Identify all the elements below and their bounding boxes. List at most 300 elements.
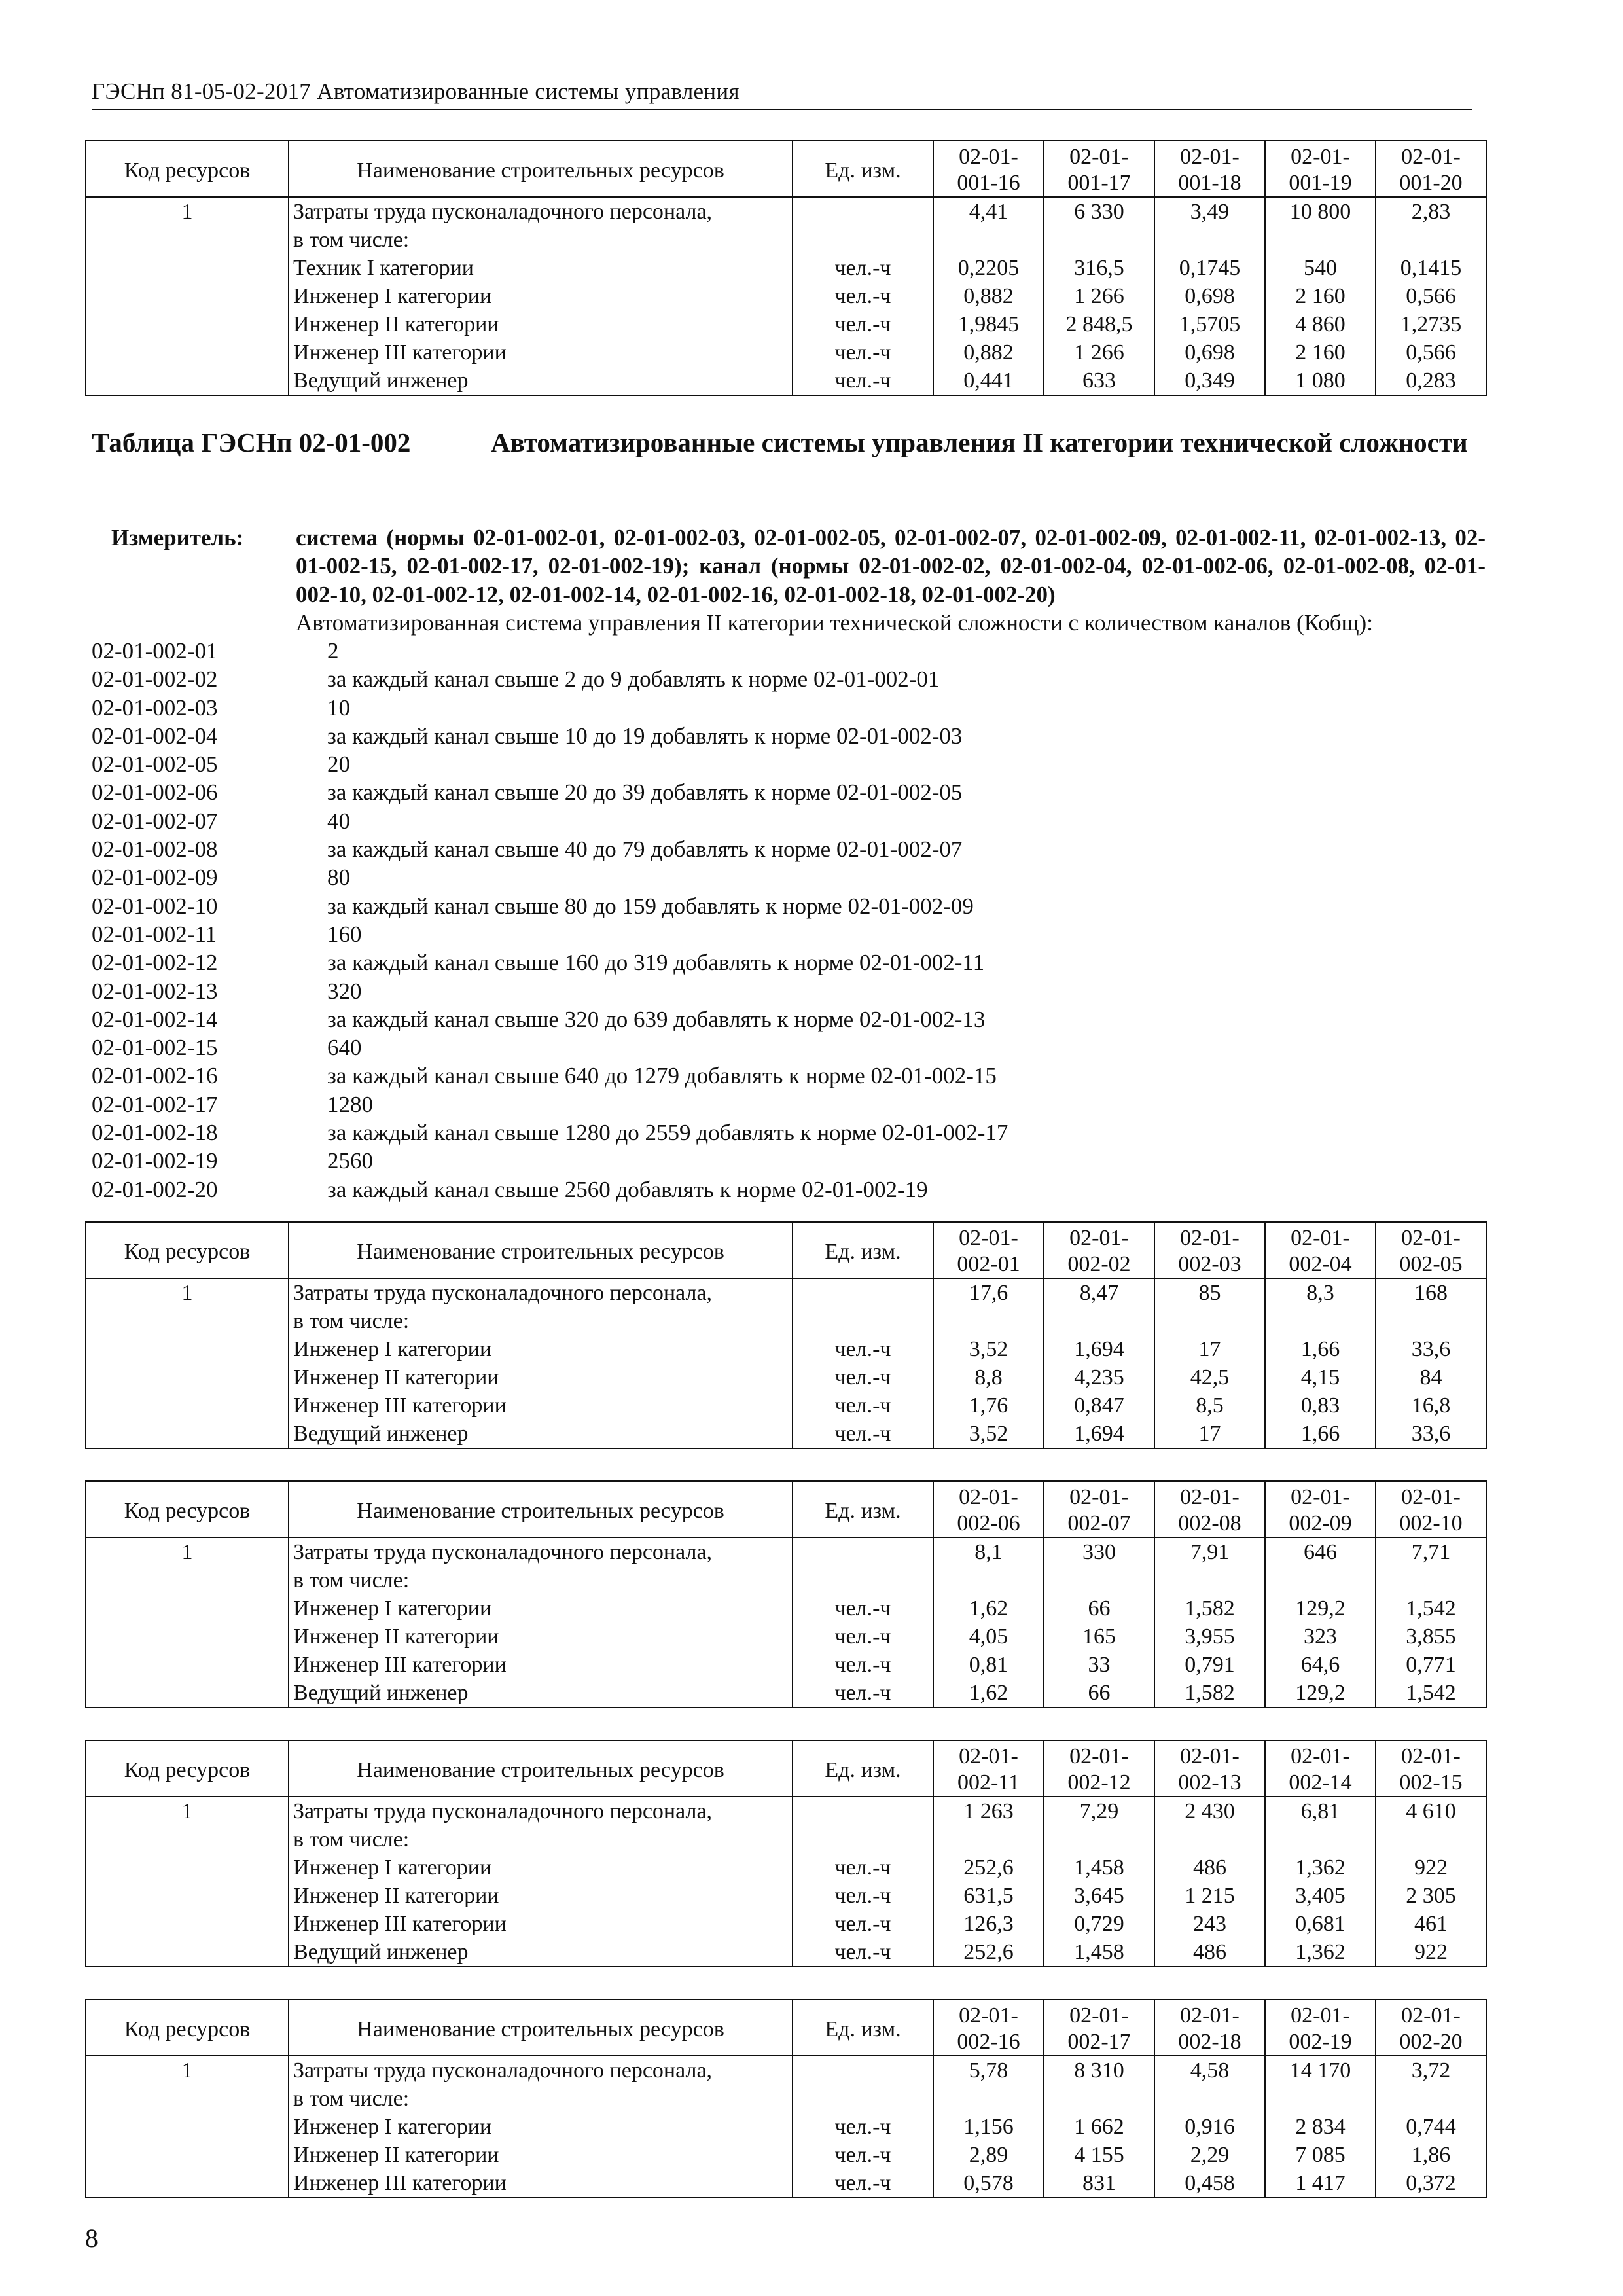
norm-list-item [92, 1175, 1486, 1204]
norm-list-item [92, 892, 1486, 920]
name-header: Наименование строительных ресурсов [289, 1222, 793, 1278]
value-cell: 3,405 [1265, 1882, 1376, 1910]
value-cell: 1,542 [1376, 1594, 1486, 1623]
norm-code: 02-01-002-04 [92, 723, 218, 749]
norm-header: 02-01- 002-15 [1376, 1740, 1486, 1797]
unit-cell: чел.-ч [793, 310, 933, 338]
value-cell: 1 662 [1044, 2113, 1154, 2141]
value-cell: 1 263 [933, 1797, 1044, 1825]
resource-code-cell [86, 254, 289, 282]
value-cell: 4 155 [1044, 2141, 1154, 2169]
unit-header: Ед. изм. [793, 2000, 933, 2056]
value-cell: 0,698 [1154, 338, 1265, 367]
value-cell: 0,372 [1376, 2169, 1486, 2198]
value-cell: 1,362 [1265, 1938, 1376, 1967]
resource-name-cell: Инженер I категории [289, 1335, 793, 1363]
value-cell: 33 [1044, 1651, 1154, 1679]
norm-code: 02-01-002-12 [92, 950, 218, 976]
value-cell: 165 [1044, 1623, 1154, 1651]
value-cell [1376, 2085, 1486, 2113]
norm-header: 02-01- 002-02 [1044, 1222, 1154, 1278]
unit-header: Ед. изм. [793, 1222, 933, 1278]
resource-code-cell [86, 2085, 289, 2113]
norm-description: 80 [327, 865, 350, 891]
value-cell: 252,6 [933, 1854, 1044, 1882]
table-row [86, 226, 1486, 254]
value-cell: 0,1415 [1376, 254, 1486, 282]
resource-table [85, 1221, 1487, 1449]
resource-name-cell: Затраты труда пусконаладочного персонала, [289, 1797, 793, 1825]
table-row [86, 1335, 1486, 1363]
value-cell: 6 330 [1044, 197, 1154, 226]
value-cell: 16,8 [1376, 1391, 1486, 1420]
value-cell: 1,542 [1376, 1679, 1486, 1708]
unit-cell: чел.-ч [793, 1679, 933, 1708]
table-row [86, 1566, 1486, 1594]
table-title-text: Автоматизированные системы управления II категории технической сложности [491, 427, 1468, 457]
value-cell [1044, 1825, 1154, 1854]
norm-description: за каждый канал свыше 640 до 1279 добавлять к норме 02-01-002-15 [327, 1063, 997, 1089]
table-row [86, 282, 1486, 310]
resource-name-cell: в том числе: [289, 226, 793, 254]
value-cell: 0,882 [933, 282, 1044, 310]
value-cell: 0,349 [1154, 367, 1265, 395]
norm-description: 20 [327, 751, 350, 778]
resource-name-cell: Затраты труда пусконаладочного персонала, [289, 197, 793, 226]
norm-header: 02-01- 002-16 [933, 2000, 1044, 2056]
code-header: Код ресурсов [86, 1740, 289, 1797]
value-cell: 2 848,5 [1044, 310, 1154, 338]
resource-table [85, 1999, 1487, 2198]
resource-code-cell [86, 282, 289, 310]
value-cell: 1 417 [1265, 2169, 1376, 2198]
norm-code: 02-01-002-10 [92, 893, 218, 919]
norm-header: 02-01- 002-12 [1044, 1740, 1154, 1797]
resource-table [85, 1480, 1487, 1708]
code-header: Код ресурсов [86, 1222, 289, 1278]
table-row [86, 2056, 1486, 2085]
resource-code-cell [86, 2169, 289, 2198]
norm-header: 02-01- 002-05 [1376, 1222, 1486, 1278]
unit-cell: чел.-ч [793, 2113, 933, 2141]
value-cell: 646 [1265, 1537, 1376, 1566]
value-cell: 1,62 [933, 1679, 1044, 1708]
table-row [86, 1797, 1486, 1825]
norm-header: 02-01- 002-09 [1265, 1481, 1376, 1537]
resource-code-cell [86, 1307, 289, 1335]
norm-description: за каждый канал свыше 320 до 639 добавлять к норме 02-01-002-13 [327, 1006, 986, 1032]
resource-table [85, 1740, 1487, 1967]
value-cell [1265, 2085, 1376, 2113]
unit-cell [793, 197, 933, 226]
value-cell: 540 [1265, 254, 1376, 282]
value-cell: 4,235 [1044, 1363, 1154, 1391]
value-cell: 2 160 [1265, 282, 1376, 310]
norm-code: 02-01-002-08 [92, 836, 218, 863]
meter-description: Автоматизированная система управления II категории технической сложности с количеством каналов (Кобщ): [296, 610, 1373, 636]
value-cell: 4,58 [1154, 2056, 1265, 2085]
unit-cell [793, 1307, 933, 1335]
value-cell: 631,5 [933, 1882, 1044, 1910]
value-cell: 0,916 [1154, 2113, 1265, 2141]
norm-description: 320 [327, 978, 362, 1004]
norm-code: 02-01-002-13 [92, 978, 218, 1004]
page-number: 8 [85, 2223, 98, 2253]
value-cell: 8,8 [933, 1363, 1044, 1391]
resource-code-cell [86, 1420, 289, 1448]
resource-name-cell: в том числе: [289, 1566, 793, 1594]
value-cell: 243 [1154, 1910, 1265, 1938]
norm-code: 02-01-002-17 [92, 1091, 218, 1117]
norm-code: 02-01-002-14 [92, 1006, 218, 1032]
value-cell: 1,2735 [1376, 310, 1486, 338]
value-cell: 129,2 [1265, 1594, 1376, 1623]
table-row [86, 1623, 1486, 1651]
value-cell [1154, 226, 1265, 254]
value-cell: 8,47 [1044, 1278, 1154, 1307]
resource-code-cell [86, 1623, 289, 1651]
value-cell: 4,41 [933, 197, 1044, 226]
value-cell: 1,582 [1154, 1594, 1265, 1623]
resource-name-cell: Инженер III категории [289, 1651, 793, 1679]
norm-description: 640 [327, 1035, 362, 1061]
resource-name-cell: Ведущий инженер [289, 1679, 793, 1708]
table-row [86, 2113, 1486, 2141]
value-cell: 3,52 [933, 1420, 1044, 1448]
value-cell: 1,694 [1044, 1335, 1154, 1363]
value-cell: 0,882 [933, 338, 1044, 367]
value-cell: 2 834 [1265, 2113, 1376, 2141]
value-cell: 3,52 [933, 1335, 1044, 1363]
value-cell: 1,62 [933, 1594, 1044, 1623]
norm-list [92, 637, 1486, 1204]
norm-header: 02-01- 002-19 [1265, 2000, 1376, 2056]
meter-label: Измеритель: [111, 525, 244, 550]
resource-code-cell: 1 [86, 1278, 289, 1307]
value-cell [1044, 1566, 1154, 1594]
resource-name-cell: Инженер II категории [289, 310, 793, 338]
unit-cell [793, 1537, 933, 1566]
value-cell [1265, 1825, 1376, 1854]
code-header: Код ресурсов [86, 2000, 289, 2056]
unit-header: Ед. изм. [793, 141, 933, 197]
table-row [86, 1537, 1486, 1566]
value-cell: 17,6 [933, 1278, 1044, 1307]
value-cell: 8 310 [1044, 2056, 1154, 2085]
unit-cell [793, 1278, 933, 1307]
norm-description: за каждый канал свыше 20 до 39 добавлять к норме 02-01-002-05 [327, 780, 963, 806]
unit-cell [793, 2056, 933, 2085]
value-cell [1044, 2085, 1154, 2113]
table-row [86, 367, 1486, 395]
resource-name-cell: Затраты труда пусконаладочного персонала, [289, 1537, 793, 1566]
table-row [86, 1679, 1486, 1708]
value-cell [1154, 2085, 1265, 2113]
norm-code: 02-01-002-03 [92, 694, 218, 721]
value-cell [1265, 226, 1376, 254]
resource-code-cell [86, 1825, 289, 1854]
resource-code-cell [86, 226, 289, 254]
table-row [86, 2085, 1486, 2113]
resource-name-cell: Инженер II категории [289, 2141, 793, 2169]
value-cell: 0,698 [1154, 282, 1265, 310]
value-cell: 486 [1154, 1854, 1265, 1882]
norm-code: 02-01-002-18 [92, 1120, 218, 1146]
norm-header: 02-01- 002-03 [1154, 1222, 1265, 1278]
value-cell: 126,3 [933, 1910, 1044, 1938]
value-cell: 0,81 [933, 1651, 1044, 1679]
value-cell: 14 170 [1265, 2056, 1376, 2085]
value-cell: 1,582 [1154, 1679, 1265, 1708]
unit-cell: чел.-ч [793, 2141, 933, 2169]
norm-header: 02-01- 002-10 [1376, 1481, 1486, 1537]
table-row [86, 1278, 1486, 1307]
norm-description: за каждый канал свыше 40 до 79 добавлять к норме 02-01-002-07 [327, 836, 963, 863]
norm-header: 02-01- 002-06 [933, 1481, 1044, 1537]
table-row [86, 2169, 1486, 2198]
value-cell [1154, 1825, 1265, 1854]
resource-code-cell [86, 1882, 289, 1910]
value-cell: 7 085 [1265, 2141, 1376, 2169]
resource-code-cell [86, 1679, 289, 1708]
value-cell: 0,566 [1376, 338, 1486, 367]
code-header: Код ресурсов [86, 141, 289, 197]
resource-name-cell: Инженер II категории [289, 1623, 793, 1651]
value-cell: 4 610 [1376, 1797, 1486, 1825]
norm-code: 02-01-002-20 [92, 1176, 218, 1202]
unit-cell: чел.-ч [793, 1651, 933, 1679]
norm-description: 160 [327, 921, 362, 947]
value-cell: 7,29 [1044, 1797, 1154, 1825]
value-cell [1376, 226, 1486, 254]
norm-list-item [92, 920, 1486, 948]
unit-cell: чел.-ч [793, 254, 933, 282]
value-cell: 0,578 [933, 2169, 1044, 2198]
norm-header: 02-01- 002-04 [1265, 1222, 1376, 1278]
unit-cell: чел.-ч [793, 1938, 933, 1967]
norm-list-item [92, 1062, 1486, 1090]
resource-code-cell [86, 2113, 289, 2141]
norm-header: 02-01- 002-20 [1376, 2000, 1486, 2056]
table-row [86, 254, 1486, 282]
value-cell: 6,81 [1265, 1797, 1376, 1825]
value-cell: 1,458 [1044, 1854, 1154, 1882]
resource-code-cell [86, 310, 289, 338]
norm-description: за каждый канал свыше 1280 до 2559 добавлять к норме 02-01-002-17 [327, 1120, 1008, 1146]
value-cell: 2 160 [1265, 338, 1376, 367]
value-cell: 1,362 [1265, 1854, 1376, 1882]
norm-list-item [92, 948, 1486, 977]
value-cell: 0,791 [1154, 1651, 1265, 1679]
meter-text: система (нормы 02-01-002-01, 02-01-002-03, 02-01-002-05, 02-01-002-07, 02-01-002-09, 02-01-002-11, 02-01-002-13, 02-01-002-15, 02-01-002-17, 02-01-002-19); канал (нормы 02-01-002-02, 02-01-002-04, 02-01-002-06, 02-01-002-08, 02-01-002-10, 02-01-002-12, 02-01-002-14, 02-01-002-16, 02-01-002-18, 02-01-002-20) [296, 525, 1486, 607]
value-cell [1265, 1566, 1376, 1594]
value-cell [1044, 226, 1154, 254]
table-row [86, 1882, 1486, 1910]
value-cell: 85 [1154, 1278, 1265, 1307]
norm-list-item [92, 1119, 1486, 1147]
value-cell: 33,6 [1376, 1335, 1486, 1363]
norm-description: 10 [327, 694, 350, 721]
value-cell: 8,5 [1154, 1391, 1265, 1420]
value-cell: 0,681 [1265, 1910, 1376, 1938]
norm-header: 02-01- 002-17 [1044, 2000, 1154, 2056]
value-cell: 1,66 [1265, 1420, 1376, 1448]
value-cell: 1 080 [1265, 367, 1376, 395]
unit-cell [793, 1566, 933, 1594]
unit-cell: чел.-ч [793, 367, 933, 395]
unit-cell: чел.-ч [793, 2169, 933, 2198]
norm-list-item [92, 835, 1486, 863]
table-row [86, 1825, 1486, 1854]
resource-code-cell [86, 1335, 289, 1363]
table-header-row [86, 1222, 1486, 1278]
norm-description: 40 [327, 808, 350, 834]
resource-name-cell: Инженер III категории [289, 1910, 793, 1938]
resource-name-cell: Инженер I категории [289, 1854, 793, 1882]
norm-header: 02-01- 002-11 [933, 1740, 1044, 1797]
resource-name-cell: Ведущий инженер [289, 1938, 793, 1967]
unit-cell: чел.-ч [793, 1854, 933, 1882]
norm-header: 02-01- 001-18 [1154, 141, 1265, 197]
norm-header: 02-01- 001-20 [1376, 141, 1486, 197]
norm-list-item [92, 863, 1486, 891]
norm-list-item [92, 977, 1486, 1005]
norm-header: 02-01- 002-08 [1154, 1481, 1265, 1537]
unit-header: Ед. изм. [793, 1481, 933, 1537]
norm-header: 02-01- 001-16 [933, 141, 1044, 197]
norm-description: за каждый канал свыше 160 до 319 добавлять к норме 02-01-002-11 [327, 950, 985, 976]
table-header-row [86, 1481, 1486, 1537]
norm-code: 02-01-002-16 [92, 1063, 218, 1089]
value-cell: 1,76 [933, 1391, 1044, 1420]
value-cell: 0,458 [1154, 2169, 1265, 2198]
page-header: ГЭСНп 81-05-02-2017 Автоматизированные системы управления [92, 77, 1472, 110]
table-header-row [86, 2000, 1486, 2056]
resource-code-cell: 1 [86, 197, 289, 226]
resource-code-cell [86, 1938, 289, 1967]
unit-cell: чел.-ч [793, 1910, 933, 1938]
table-row [86, 1910, 1486, 1938]
value-cell: 1,86 [1376, 2141, 1486, 2169]
table-label: Таблица ГЭСНп 02-01-002 [92, 427, 411, 457]
table-header-row [86, 141, 1486, 197]
value-cell [933, 1566, 1044, 1594]
norm-header: 02-01- 002-13 [1154, 1740, 1265, 1797]
value-cell: 8,1 [933, 1537, 1044, 1566]
value-cell: 84 [1376, 1363, 1486, 1391]
name-header: Наименование строительных ресурсов [289, 2000, 793, 2056]
norm-list-item [92, 1147, 1486, 1175]
value-cell: 4,05 [933, 1623, 1044, 1651]
value-cell: 7,71 [1376, 1537, 1486, 1566]
value-cell [1376, 1566, 1486, 1594]
value-cell: 0,2205 [933, 254, 1044, 282]
norm-header: 02-01- 002-01 [933, 1222, 1044, 1278]
value-cell: 42,5 [1154, 1363, 1265, 1391]
value-cell: 2,29 [1154, 2141, 1265, 2169]
norm-code: 02-01-002-19 [92, 1148, 218, 1174]
name-header: Наименование строительных ресурсов [289, 1740, 793, 1797]
value-cell: 0,1745 [1154, 254, 1265, 282]
norm-code: 02-01-002-15 [92, 1035, 218, 1061]
norm-description: 1280 [327, 1091, 373, 1117]
norm-code: 02-01-002-01 [92, 638, 218, 664]
resource-name-cell: в том числе: [289, 1307, 793, 1335]
resource-name-cell: Инженер III категории [289, 2169, 793, 2198]
resource-name-cell: Инженер III категории [289, 338, 793, 367]
norm-description: за каждый канал свыше 80 до 159 добавлять к норме 02-01-002-09 [327, 893, 974, 919]
value-cell: 5,78 [933, 2056, 1044, 2085]
unit-cell [793, 1797, 933, 1825]
norm-code: 02-01-002-05 [92, 751, 218, 778]
unit-cell: чел.-ч [793, 338, 933, 367]
resource-name-cell: Инженер III категории [289, 1391, 793, 1420]
table-row [86, 1854, 1486, 1882]
unit-cell: чел.-ч [793, 1623, 933, 1651]
value-cell [1265, 1307, 1376, 1335]
value-cell: 3,72 [1376, 2056, 1486, 2085]
norm-list-item [92, 1090, 1486, 1119]
norm-description: 2560 [327, 1148, 373, 1174]
value-cell: 8,3 [1265, 1278, 1376, 1307]
norm-header: 02-01- 002-07 [1044, 1481, 1154, 1537]
value-cell [1154, 1566, 1265, 1594]
code-header: Код ресурсов [86, 1481, 289, 1537]
norm-list-item [92, 637, 1486, 665]
value-cell: 1,694 [1044, 1420, 1154, 1448]
value-cell: 129,2 [1265, 1679, 1376, 1708]
table-row [86, 1391, 1486, 1420]
resource-name-cell: Инженер I категории [289, 2113, 793, 2141]
value-cell [1154, 1307, 1265, 1335]
table-row [86, 1651, 1486, 1679]
value-cell: 1 266 [1044, 282, 1154, 310]
table-row [86, 1307, 1486, 1335]
resource-name-cell: Ведущий инженер [289, 367, 793, 395]
resource-name-cell: в том числе: [289, 1825, 793, 1854]
norm-list-item [92, 778, 1486, 806]
resource-name-cell: Инженер I категории [289, 1594, 793, 1623]
value-cell: 17 [1154, 1335, 1265, 1363]
unit-cell [793, 2085, 933, 2113]
value-cell: 7,91 [1154, 1537, 1265, 1566]
value-cell: 461 [1376, 1910, 1486, 1938]
unit-cell [793, 226, 933, 254]
value-cell: 64,6 [1265, 1651, 1376, 1679]
resource-code-cell [86, 1566, 289, 1594]
value-cell: 1 215 [1154, 1882, 1265, 1910]
name-header: Наименование строительных ресурсов [289, 141, 793, 197]
value-cell: 330 [1044, 1537, 1154, 1566]
resource-code-cell [86, 1854, 289, 1882]
norm-code: 02-01-002-02 [92, 666, 218, 692]
norm-code: 02-01-002-09 [92, 865, 218, 891]
value-cell: 0,283 [1376, 367, 1486, 395]
norm-code: 02-01-002-06 [92, 780, 218, 806]
norm-header: 02-01- 001-19 [1265, 141, 1376, 197]
resource-name-cell: в том числе: [289, 2085, 793, 2113]
value-cell: 0,744 [1376, 2113, 1486, 2141]
table-row [86, 1363, 1486, 1391]
norm-description: за каждый канал свыше 2 до 9 добавлять к норме 02-01-002-01 [327, 666, 940, 692]
resource-code-cell [86, 1391, 289, 1420]
value-cell: 922 [1376, 1938, 1486, 1967]
value-cell [933, 1307, 1044, 1335]
value-cell: 66 [1044, 1594, 1154, 1623]
unit-header: Ед. изм. [793, 1740, 933, 1797]
resource-name-cell: Инженер I категории [289, 282, 793, 310]
value-cell: 2 430 [1154, 1797, 1265, 1825]
